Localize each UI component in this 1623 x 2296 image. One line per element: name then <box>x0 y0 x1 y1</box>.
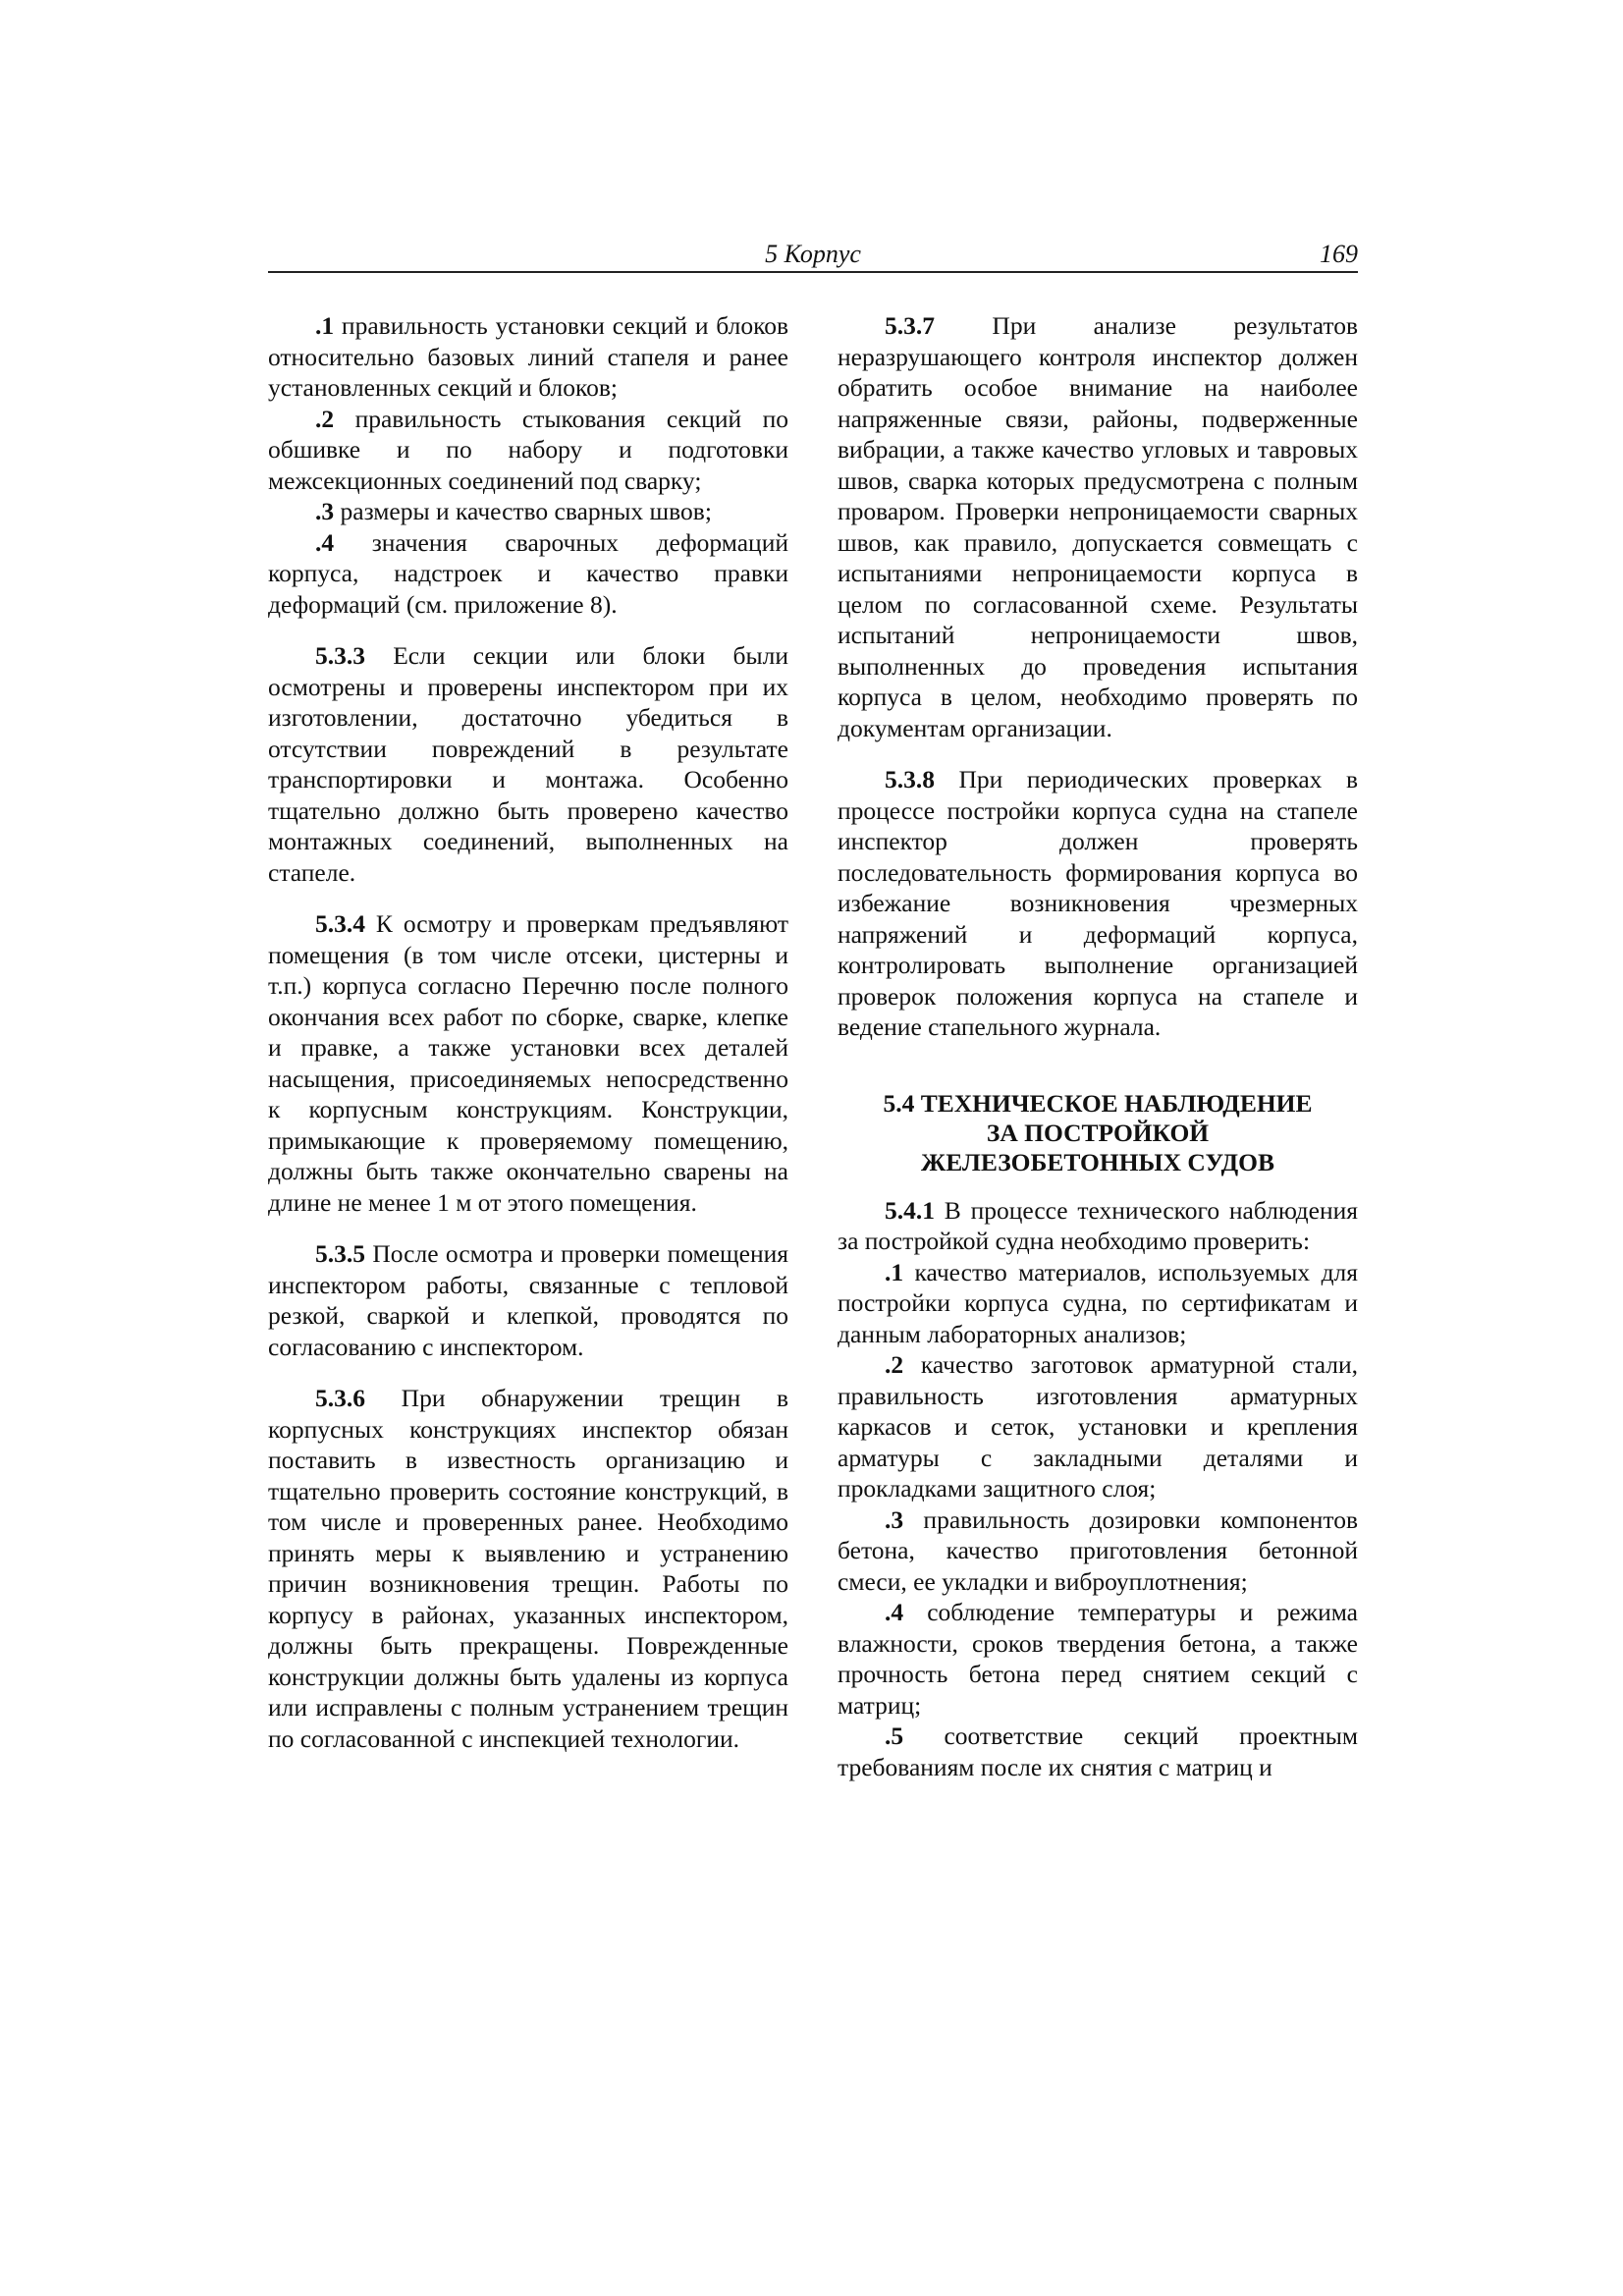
paragraph-5-3-5 <box>268 1238 788 1362</box>
paragraph-5-3-7 <box>838 310 1358 743</box>
item-number: .3 <box>315 497 335 525</box>
item-number: .2 <box>885 1350 904 1379</box>
right-column <box>838 310 1358 1782</box>
clause-number: 5.3.3 <box>315 641 365 670</box>
list-item <box>838 1597 1358 1721</box>
clause-text: К осмотру и проверкам предъявляют помещения (в том числе отсеки, цистерны и т.п.) корпуса согласно Перечню после полного окончания всех работ по сборке, сварке, клепке и правке, а также установки всех деталей насыщения, присоединяемых непосредственно к корпусным конструкциям. Конструкции, примыкающие к проверяемому помещению, должны быть также окончательно сварены на длине не менее 1 м от этого помещения. <box>268 909 788 1217</box>
item-text: качество материалов, используемых для постройки корпуса судна, по сертификатам и данным лабораторных анализов; <box>838 1257 1358 1348</box>
item-text: правильность дозировки компонентов бетона, качество приготовления бетонной смеси, ее укладки и виброуплотнения; <box>838 1504 1358 1596</box>
item-text: правильность стыкования секций по обшивке и по набору и подготовки межсекционных соединений под сварку; <box>268 404 788 495</box>
clause-number: 5.3.7 <box>885 311 935 340</box>
item-number: .2 <box>315 404 335 433</box>
paragraph-5-4-1 <box>838 1195 1358 1257</box>
clause-text: В процессе технического наблюдения за постройкой судна необходимо проверить: <box>838 1195 1358 1255</box>
list-item <box>268 310 788 404</box>
list-item <box>268 527 788 621</box>
clause-text: После осмотра и проверки помещения инспектором работы, связанные с тепловой резкой, сваркой и клепкой, проводятся по согласованию с инспектором. <box>268 1239 788 1361</box>
list-item <box>838 1504 1358 1598</box>
list-item <box>838 1721 1358 1782</box>
list-item <box>268 404 788 497</box>
clause-number: 5.4.1 <box>885 1195 935 1225</box>
clause-text: При периодических проверках в процессе постройки корпуса судна на стапеле инспектор должен проверять последовательность формирования корпуса во избежание возникновения чрезмерных напряжений и деформаций корпуса, контролировать выполнение организацией проверок положения корпуса на стапеле и ведение стапельного журнала. <box>838 765 1358 1041</box>
clause-number: 5.3.5 <box>315 1239 365 1268</box>
clause-text: При обнаружении трещин в корпусных конструкциях инспектор обязан поставить в известность организацию и тщательно проверить состояние конструкций, в том числе и проверенных ранее. Необходимо принять меры к выявлению и устранению причин возникновения трещин. Работы по корпусу в районах, указанных инспектором, должны быть прекращены. Поврежденные конструкции должны быть удалены из корпуса или исправлены с полным устранением трещин по согласованной с инспекцией технологии. <box>268 1384 788 1753</box>
section-heading-line: ЖЕЛЕЗОБЕТОННЫХ СУДОВ <box>921 1147 1274 1176</box>
list-item <box>838 1349 1358 1504</box>
paragraph-5-3-4 <box>268 908 788 1218</box>
clause-text: Если секции или блоки были осмотрены и проверены инспектором при их изготовлении, достаточно убедиться в отсутствии повреждений в результате транспортировки и монтажа. Особенно тщательно должно быть проверено качество монтажных соединений, выполненных на стапеле. <box>268 641 788 887</box>
item-number: .1 <box>885 1257 904 1286</box>
item-number: .1 <box>315 311 335 340</box>
item-text: размеры и качество сварных швов; <box>334 497 712 525</box>
clause-number: 5.3.6 <box>315 1384 365 1412</box>
item-number: .5 <box>885 1722 904 1750</box>
list-item <box>268 496 788 527</box>
clause-number: 5.3.4 <box>315 909 365 938</box>
running-header <box>268 242 1358 273</box>
section-heading-line: ЗА ПОСТРОЙКОЙ <box>986 1118 1210 1147</box>
item-text: соответствие секций проектным требованиям после их снятия с матриц и <box>838 1722 1358 1781</box>
item-text: качество заготовок арматурной стали, правильность изготовления арматурных каркасов и сеток, установки и крепления арматуры с закладными деталями и прокладками защитного слоя; <box>838 1350 1358 1503</box>
paragraph-5-3-6 <box>268 1383 788 1754</box>
section-heading <box>838 1089 1358 1177</box>
running-header-title: 5 Корпус <box>765 240 861 268</box>
section-heading-line: 5.4 ТЕХНИЧЕСКОЕ НАБЛЮДЕНИЕ <box>883 1088 1313 1118</box>
list-item <box>838 1257 1358 1350</box>
item-text: правильность установки секций и блоков относительно базовых линий стапеля и ранее установленных секций и блоков; <box>268 311 788 402</box>
item-text: соблюдение температуры и режима влажности, сроков твердения бетона, а также прочность бетона перед снятием секций с матриц; <box>838 1598 1358 1720</box>
item-text: значения сварочных деформаций корпуса, надстроек и качество правки деформаций (см. приложение 8). <box>268 527 788 619</box>
item-number: .3 <box>885 1504 904 1534</box>
item-number: .4 <box>885 1598 904 1626</box>
clause-text: При анализе результатов неразрушающего контроля инспектор должен обратить особое внимание на наиболее напряженные связи, районы, подверженные вибрации, а также качество угловых и тавровых швов, сварка которых предусмотрена с полным проваром. Проверки непроницаемости сварных швов, как правило, допускается совмещать с испытаниями непроницаемости корпуса в целом по согласованной схеме. Результаты испытаний непроницаемости швов, выполненных до проведения испытания корпуса в целом, необходимо проверять по документам организации. <box>838 311 1358 742</box>
item-number: .4 <box>315 527 335 557</box>
left-column <box>268 310 788 1754</box>
clause-number: 5.3.8 <box>885 765 935 793</box>
page-number: 169 <box>1320 240 1358 268</box>
paragraph-5-3-3 <box>268 640 788 888</box>
paragraph-5-3-8 <box>838 764 1358 1043</box>
